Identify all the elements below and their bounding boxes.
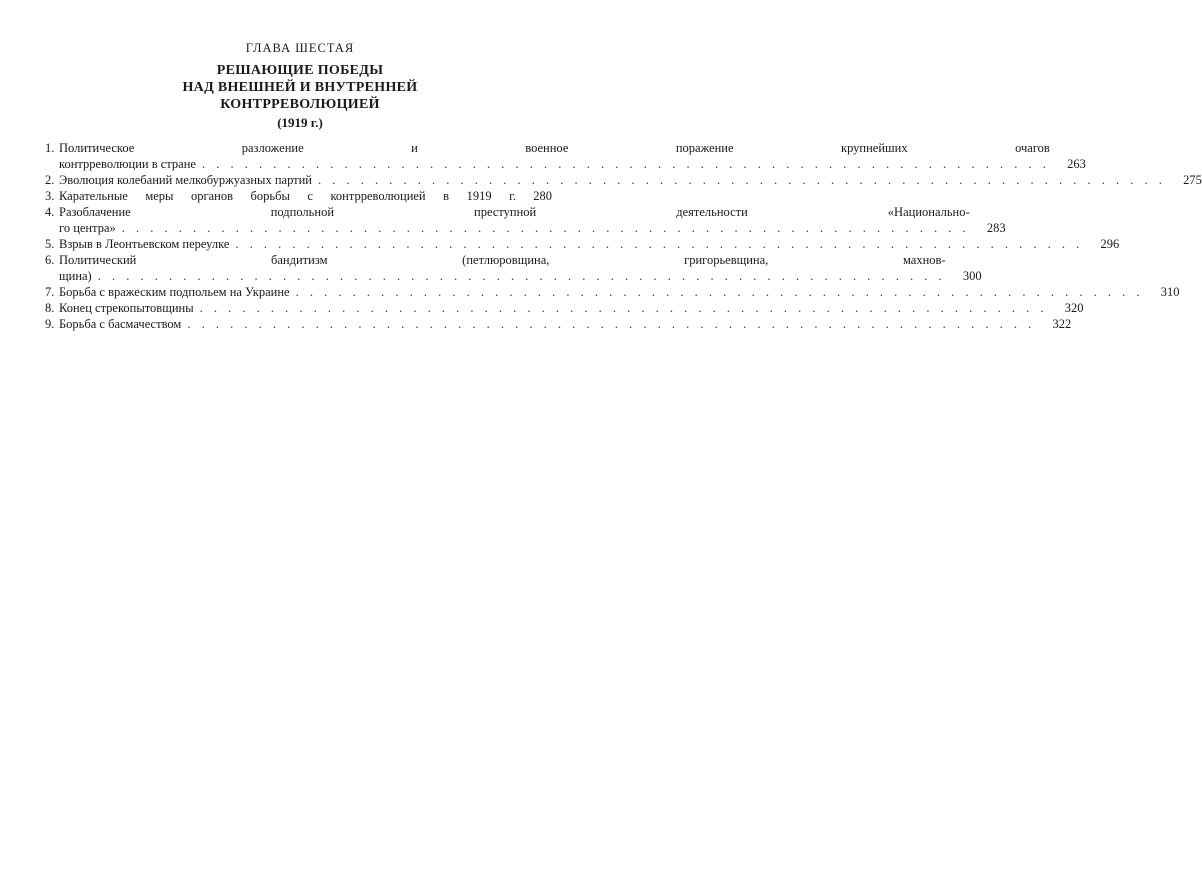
toc-entry-2[interactable] <box>45 172 1202 188</box>
toc-entry-3[interactable] <box>45 188 552 204</box>
toc-entry-number: 1. <box>45 141 55 155</box>
toc-page-number: 320 <box>1064 301 1084 315</box>
chapter-title-line-1: РЕШАЮЩИЕ ПОБЕДЫ <box>216 63 384 78</box>
toc-page-number: 283 <box>986 221 1006 235</box>
toc-entry-9[interactable] <box>45 316 1072 332</box>
chapter-heading <box>0 40 600 131</box>
toc-page-number: 263 <box>1067 157 1086 171</box>
toc-entry-number: 2. <box>45 173 55 187</box>
toc-dot-leader <box>196 156 1050 172</box>
toc-entry-text: Разоблачение подпольной преступной деятельности «Национально- <box>59 205 970 219</box>
chapter-title-line-2: НАД ВНЕШНЕЙ И ВНУТРЕННЕЙ <box>182 80 418 95</box>
toc-entry-number: 7. <box>45 285 55 299</box>
toc-entry-7[interactable] <box>45 284 1180 300</box>
toc-dot-leader <box>194 300 1048 316</box>
toc-entry-text: Взрыв в Леонтьевском переулке <box>59 237 230 251</box>
toc-page-number: 296 <box>1100 237 1120 251</box>
toc-dot-leader <box>181 316 1035 332</box>
toc-entry-8[interactable] <box>45 300 1084 316</box>
toc-page-number: 280 <box>533 189 552 203</box>
toc-entry-text: Карательные меры органов борьбы с контрреволюцией в 1919 г. <box>59 189 516 203</box>
toc-entry-number: 8. <box>45 301 55 315</box>
toc-entry-text: Эволюция колебаний мелкобуржуазных партий <box>59 173 312 187</box>
toc-dot-leader <box>312 172 1166 188</box>
toc-entry-number: 3. <box>45 189 55 203</box>
toc-entry-text: Политический бандитизм (петлюровщина, григорьевщина, махнов- <box>59 253 946 267</box>
toc-entry-4[interactable] <box>45 204 1006 236</box>
chapter-year: (1919 г.) <box>277 115 323 130</box>
toc-entry-text: Конец стрекопытовщины <box>59 301 194 315</box>
table-of-contents <box>45 140 1202 332</box>
toc-entry-number: 6. <box>45 253 55 267</box>
toc-dot-leader <box>116 220 970 236</box>
toc-entry-text: го центра» <box>59 221 116 235</box>
toc-entry-number: 5. <box>45 237 55 251</box>
toc-dot-leader <box>229 236 1083 252</box>
toc-entry-6[interactable] <box>45 252 982 284</box>
toc-dot-leader <box>290 284 1144 300</box>
chapter-title-line-3: КОНТРРЕВОЛЮЦИЕЙ <box>220 97 380 112</box>
toc-page-number: 275 <box>1183 173 1202 187</box>
toc-page-number: 310 <box>1160 285 1180 299</box>
toc-entry-text: Политическое разложение и военное поражение крупнейших очагов <box>59 141 1050 155</box>
chapter-label: ГЛАВА ШЕСТАЯ <box>245 41 355 55</box>
toc-page-number: 300 <box>962 269 982 283</box>
toc-entry-1[interactable] <box>45 140 1086 172</box>
toc-page-number: 322 <box>1052 317 1072 331</box>
toc-entry-number: 9. <box>45 317 55 331</box>
toc-entry-text: Борьба с басмачеством <box>59 317 182 331</box>
toc-entry-5[interactable] <box>45 236 1120 252</box>
toc-entry-text: Борьба с вражеским подпольем на Украине <box>59 285 290 299</box>
toc-entry-text: щина) <box>59 269 92 283</box>
toc-entry-number: 4. <box>45 205 55 219</box>
toc-entry-text: контрреволюции в стране <box>59 157 196 171</box>
toc-dot-leader <box>92 268 946 284</box>
